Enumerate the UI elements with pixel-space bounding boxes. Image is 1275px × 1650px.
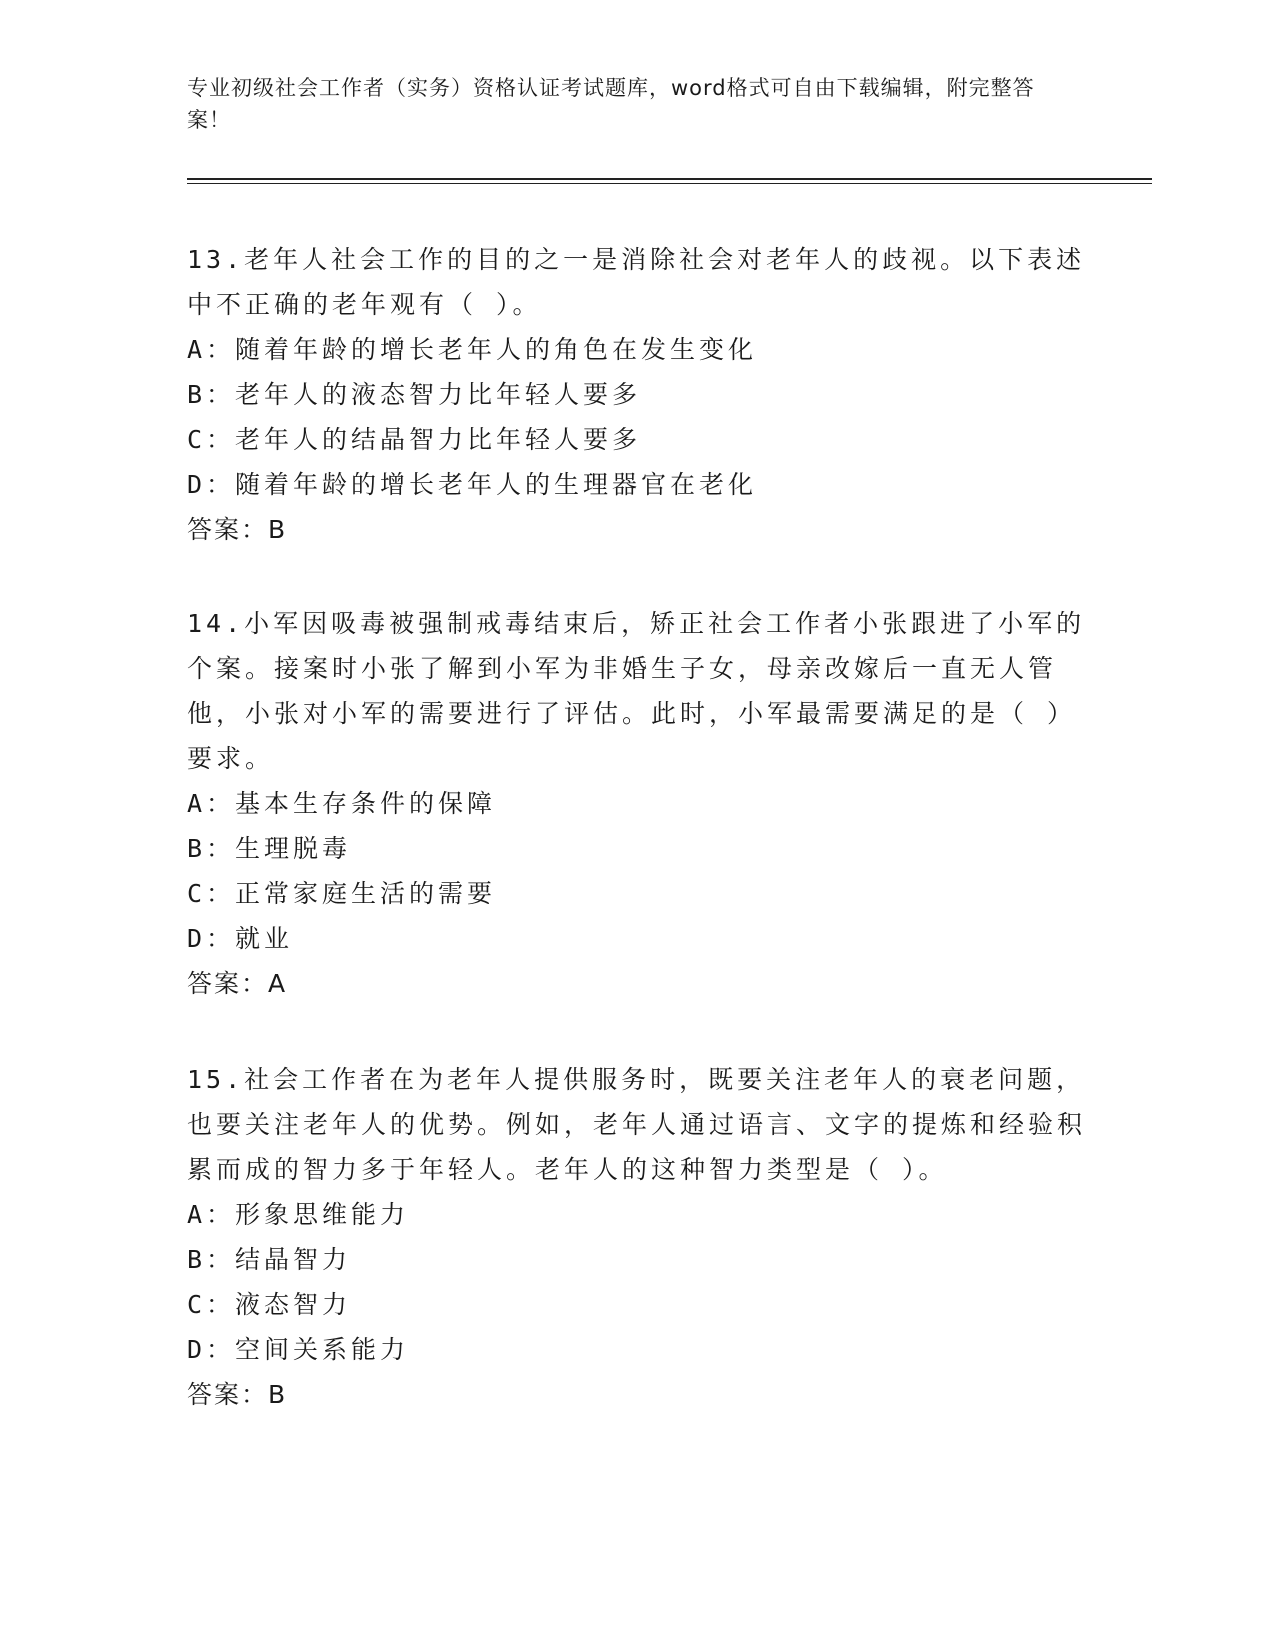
option-d: D：空间关系能力: [187, 1335, 410, 1364]
answer: 答案：B: [187, 1380, 288, 1409]
option-d: D：随着年龄的增长老年人的生理器官在老化: [187, 470, 758, 499]
option-d: D：就业: [187, 924, 294, 953]
page-header: 专业初级社会工作者（实务）资格认证考试题库，word格式可自由下载编辑，附完整答案！: [187, 76, 1035, 132]
answer: 答案：A: [187, 969, 288, 998]
option-a: A：形象思维能力: [187, 1200, 410, 1229]
header-divider-thin: [187, 183, 1152, 184]
question-stem: 14.小军因吸毒被强制戒毒结束后，矫正社会工作者小张跟进了小军的个案。接案时小张了解到小军为非婚生子女，母亲改嫁后一直无人管他，小张对小军的需要进行了评估。此时，小军最需要满足的是（ ）要求。: [187, 609, 1086, 773]
option-c: C：正常家庭生活的需要: [187, 879, 497, 908]
header-divider: [187, 178, 1152, 180]
option-b: B：生理脱毒: [187, 834, 352, 863]
option-b: B：老年人的液态智力比年轻人要多: [187, 380, 642, 409]
answer: 答案：B: [187, 515, 288, 544]
option-b: B：结晶智力: [187, 1245, 352, 1274]
question-stem: 15.社会工作者在为老年人提供服务时，既要关注老年人的衰老问题，也要关注老年人的优势。例如，老年人通过语言、文字的提炼和经验积累而成的智力多于年轻人。老年人的这种智力类型是（ ）。: [187, 1065, 1087, 1184]
question-stem: 13.老年人社会工作的目的之一是消除社会对老年人的歧视。以下表述中不正确的老年观有（ ）。: [187, 245, 1086, 319]
question-14: [187, 601, 1087, 1006]
option-a: A：随着年龄的增长老年人的角色在发生变化: [187, 335, 758, 364]
question-13: [187, 237, 1087, 552]
option-c: C：老年人的结晶智力比年轻人要多: [187, 425, 642, 454]
option-a: A：基本生存条件的保障: [187, 789, 497, 818]
option-c: C：液态智力: [187, 1290, 352, 1319]
question-15: [187, 1057, 1087, 1417]
